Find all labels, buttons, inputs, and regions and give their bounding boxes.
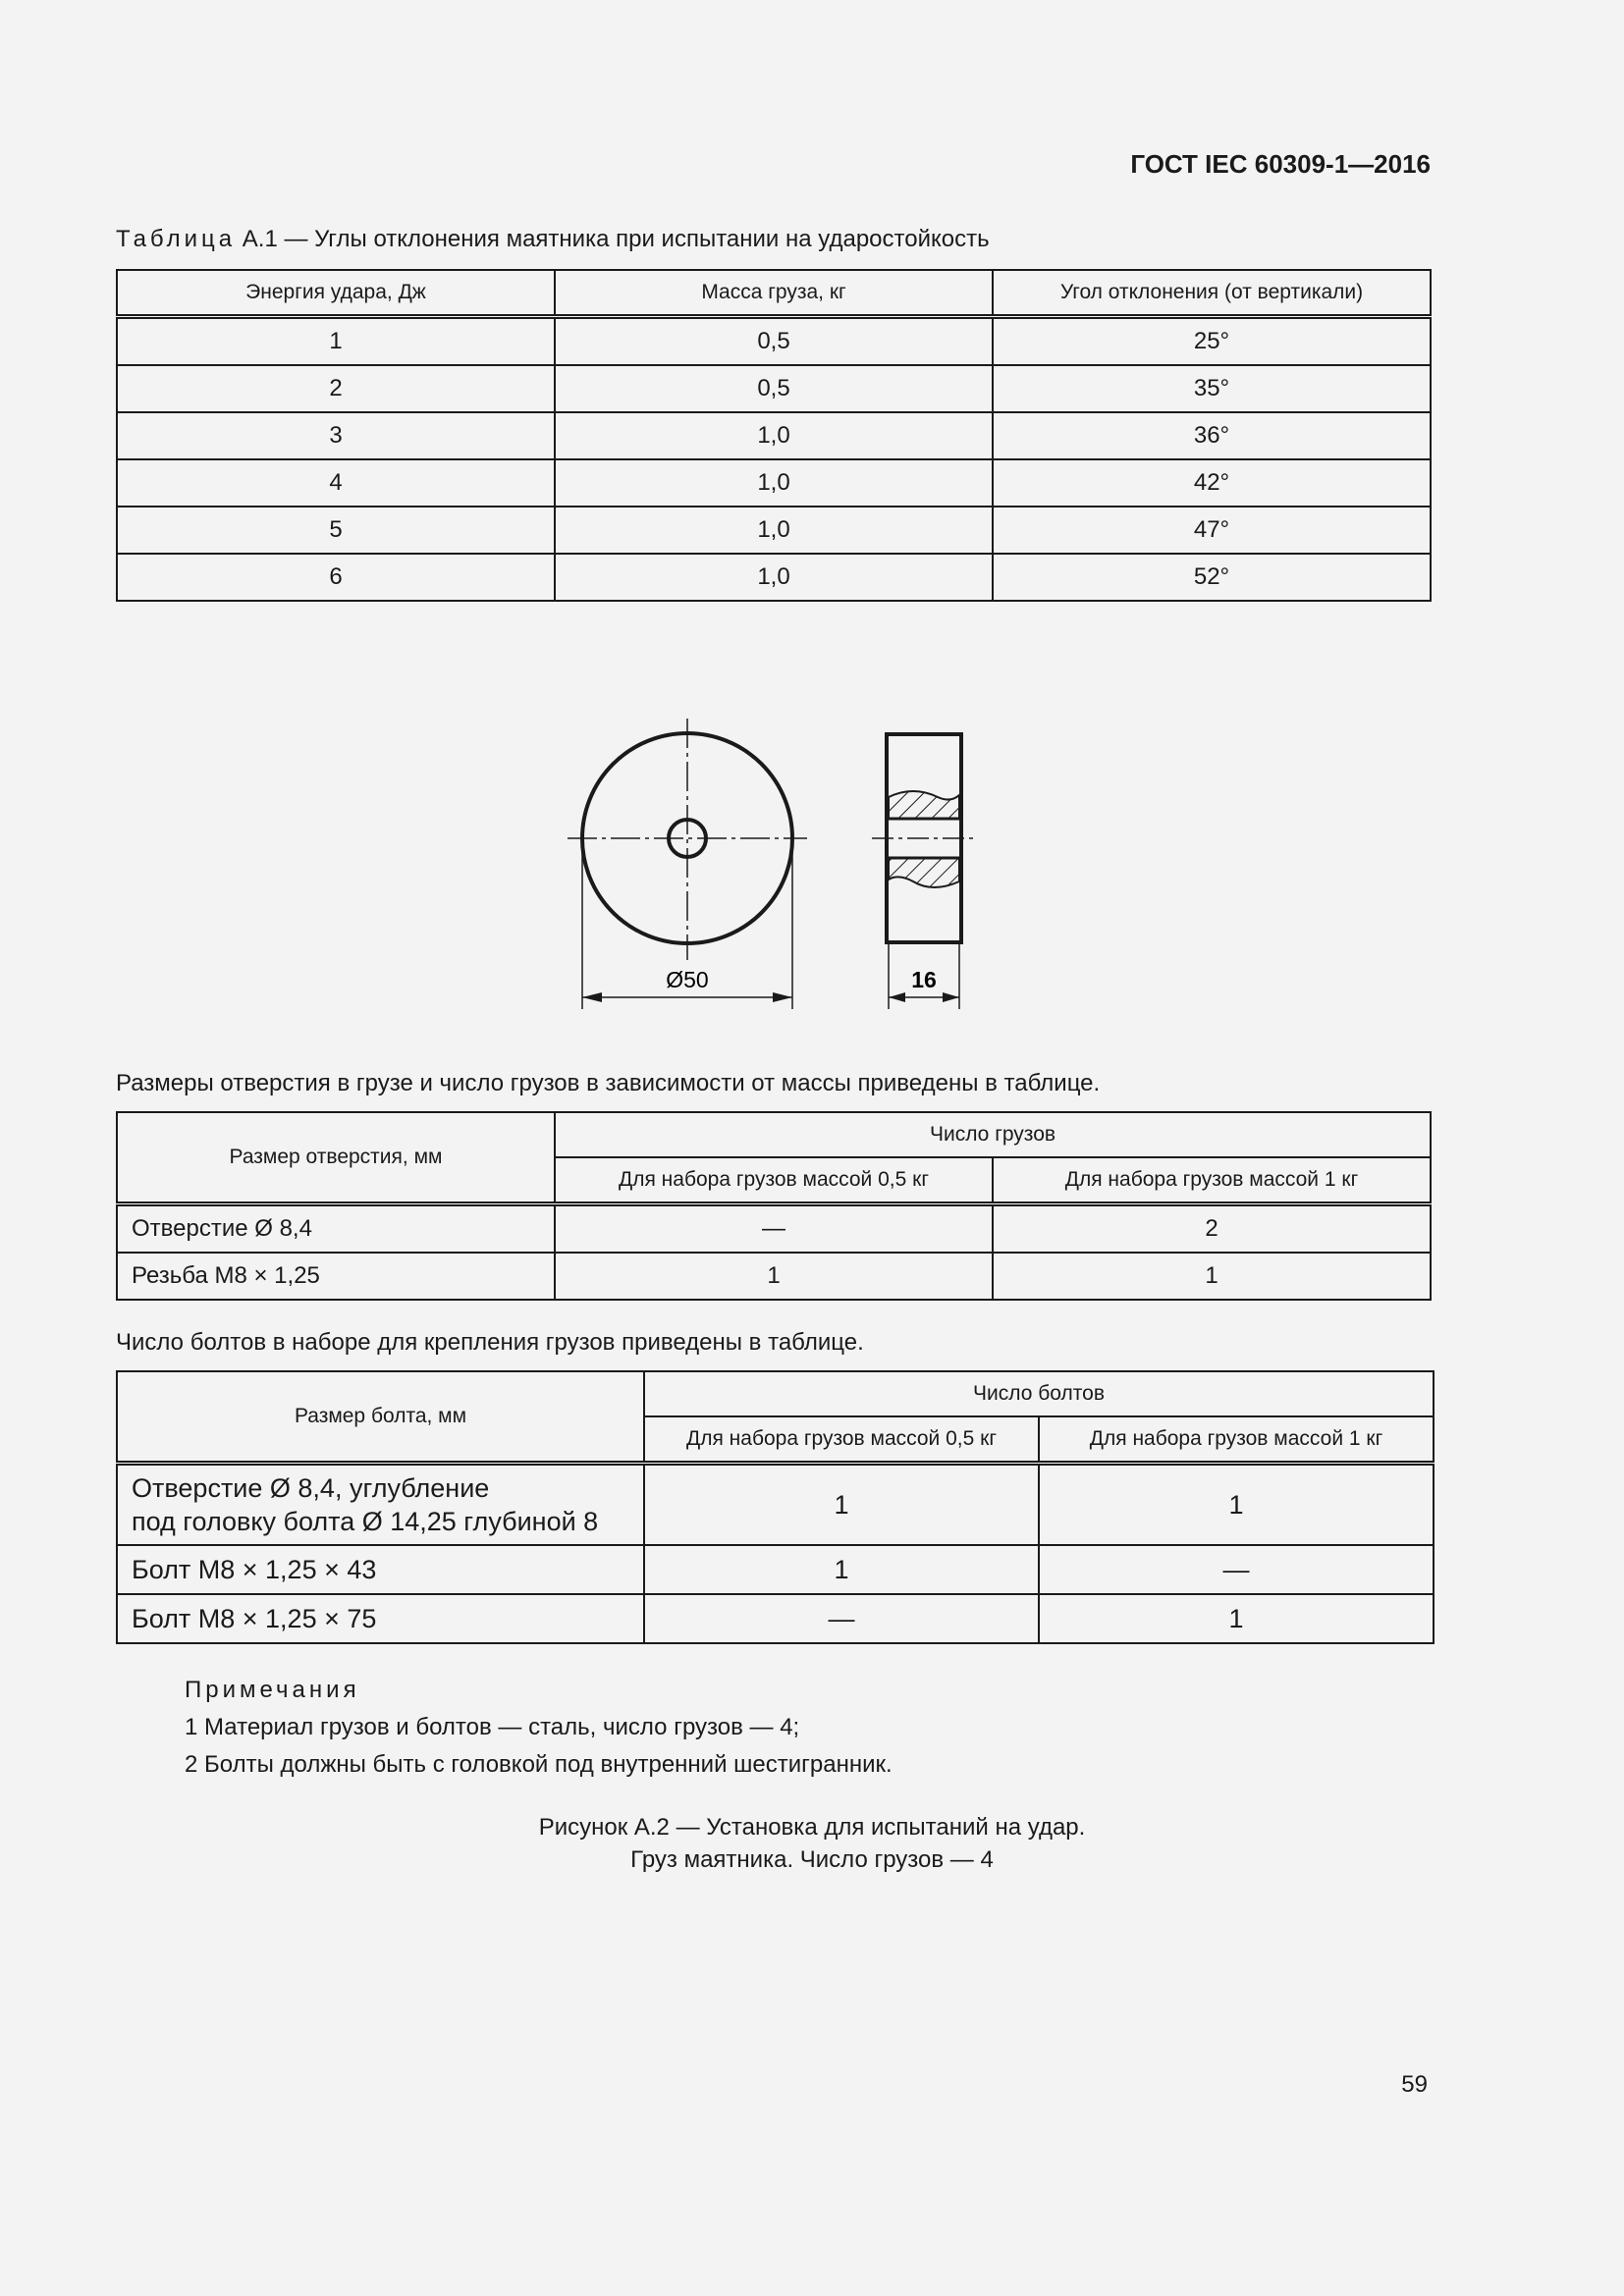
count-cell: 1 [644, 1464, 1039, 1546]
energy-cell: 1 [117, 317, 555, 366]
mass-cell: 1,0 [555, 412, 993, 459]
table-header-row [117, 1112, 1431, 1157]
table2-intro: Размеры отверстия в грузе и число грузов в зависимости от массы приведены в таблице. [116, 1070, 1101, 1096]
hole-size-cell: Резьба М8 × 1,25 [117, 1253, 555, 1300]
bolt-size-cell [117, 1464, 644, 1546]
column-header: Размер отверстия, мм [117, 1112, 555, 1204]
mass-cell: 1,0 [555, 554, 993, 601]
column-header: Масса груза, кг [555, 270, 993, 317]
column-header: Для набора грузов массой 1 кг [1039, 1416, 1434, 1464]
bolts-table [116, 1370, 1435, 1644]
count-cell: — [1039, 1545, 1434, 1594]
angle-cell: 47° [993, 507, 1431, 554]
arrowhead [773, 992, 792, 1002]
table-row [117, 554, 1431, 601]
table-row [117, 365, 1431, 412]
note-item: 2 Болты должны быть с головкой под внутренний шестигранник. [185, 1751, 893, 1778]
arrowhead [943, 992, 959, 1002]
table-row [117, 1545, 1434, 1594]
figure-caption-line: Груз маятника. Число грузов — 4 [630, 1846, 994, 1873]
table3-intro: Число болтов в наборе для крепления грузов приведены в таблице. [116, 1329, 864, 1356]
deflection-angles-table [116, 269, 1432, 602]
column-header: Угол отклонения (от вертикали) [993, 270, 1431, 317]
table-header-row [117, 1371, 1434, 1416]
table1-caption-text: А.1 — Углы отклонения маятника при испытании на ударостойкость [236, 226, 990, 252]
mass-cell: 0,5 [555, 317, 993, 366]
figure-caption [0, 1811, 1624, 1876]
count-cell: 1 [993, 1253, 1431, 1300]
hole-size-cell: Отверстие Ø 8,4 [117, 1204, 555, 1254]
bolt-size-line: Отверстие Ø 8,4, углубление [132, 1473, 490, 1503]
energy-cell: 2 [117, 365, 555, 412]
arrowhead [582, 992, 602, 1002]
energy-cell: 6 [117, 554, 555, 601]
column-header: Для набора грузов массой 0,5 кг [644, 1416, 1039, 1464]
column-header: Размер болта, мм [117, 1371, 644, 1464]
angle-cell: 35° [993, 365, 1431, 412]
table-row [117, 1204, 1431, 1254]
figure-caption-line: Рисунок А.2 — Установка для испытаний на удар. [538, 1814, 1086, 1841]
mass-cell: 1,0 [555, 507, 993, 554]
count-cell: 2 [993, 1204, 1431, 1254]
table1-caption-prefix: Таблица [116, 226, 237, 252]
table-row [117, 317, 1431, 366]
column-header: Для набора грузов массой 1 кг [993, 1157, 1431, 1204]
weight-drawing [560, 712, 992, 1021]
page-number: 59 [1401, 2071, 1428, 2098]
column-group-header: Число болтов [644, 1371, 1434, 1416]
hole-sizes-table [116, 1111, 1432, 1301]
bolt-size-cell: Болт М8 × 1,25 × 75 [117, 1594, 644, 1643]
energy-cell: 3 [117, 412, 555, 459]
table-row [117, 1594, 1434, 1643]
table-row [117, 412, 1431, 459]
count-cell: 1 [1039, 1464, 1434, 1546]
notes-title: Примечания [185, 1677, 360, 1703]
table-header-row [117, 270, 1431, 317]
angle-cell: 52° [993, 554, 1431, 601]
count-cell: 1 [555, 1253, 993, 1300]
table-row [117, 1253, 1431, 1300]
energy-cell: 5 [117, 507, 555, 554]
note-item: 1 Материал грузов и болтов — сталь, число грузов — 4; [185, 1714, 800, 1740]
angle-cell: 42° [993, 459, 1431, 507]
diameter-label: Ø50 [666, 967, 709, 992]
bolt-size-line: под головку болта Ø 14,25 глубиной 8 [132, 1507, 599, 1536]
section-hatch-top [889, 791, 959, 819]
count-cell: — [644, 1594, 1039, 1643]
document-code: ГОСТ IEC 60309-1—2016 [1130, 149, 1431, 179]
arrowhead [889, 992, 905, 1002]
table-row [117, 459, 1431, 507]
mass-cell: 0,5 [555, 365, 993, 412]
count-cell: 1 [1039, 1594, 1434, 1643]
column-group-header: Число грузов [555, 1112, 1431, 1157]
thickness-label: 16 [911, 967, 937, 992]
angle-cell: 25° [993, 317, 1431, 366]
count-cell: 1 [644, 1545, 1039, 1594]
bolt-size-cell: Болт М8 × 1,25 × 43 [117, 1545, 644, 1594]
table-row [117, 1464, 1434, 1546]
count-cell: — [555, 1204, 993, 1254]
mass-cell: 1,0 [555, 459, 993, 507]
section-hatch-bottom [889, 858, 959, 887]
energy-cell: 4 [117, 459, 555, 507]
table1-caption [116, 226, 990, 253]
column-header: Энергия удара, Дж [117, 270, 555, 317]
angle-cell: 36° [993, 412, 1431, 459]
column-header: Для набора грузов массой 0,5 кг [555, 1157, 993, 1204]
table-row [117, 507, 1431, 554]
